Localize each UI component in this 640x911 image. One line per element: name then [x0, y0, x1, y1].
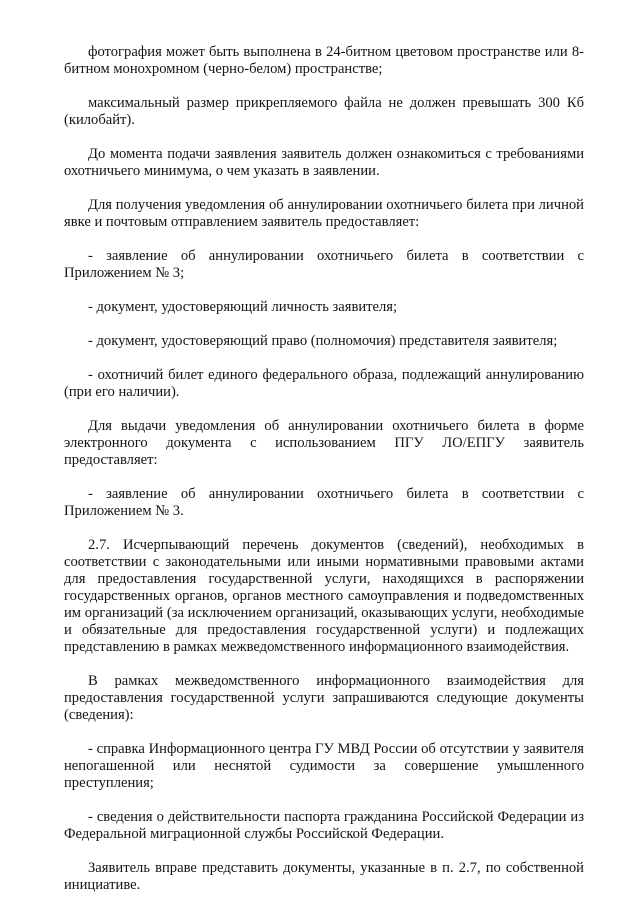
- paragraph-electronic-form-intro: Для выдачи уведомления об аннулировании охотничьего билета в форме электронного документа с использованием ПГУ ЛО/ЕПГУ заявитель предоставляет:: [64, 418, 584, 468]
- paragraph-personal-visit-intro: Для получения уведомления об аннулировании охотничьего билета при личной явке и почтовым отправлением заявитель предоставляет:: [64, 197, 584, 230]
- paragraph-interagency-intro: В рамках межведомственного информационного взаимодействия для предоставления государственной услуги запрашиваются следующие документы (сведения):: [64, 673, 584, 723]
- list-item-hunting-ticket: - охотничий билет единого федерального образа, подлежащий аннулированию (при его наличии).: [64, 367, 584, 400]
- paragraph-photo-color: фотография может быть выполнена в 24-битном цветовом пространстве или 8-битном монохромном (черно-белом) пространстве;: [64, 44, 584, 77]
- list-item-criminal-record-certificate: - справка Информационного центра ГУ МВД России об отсутствии у заявителя непогашенной или неснятой судимости за совершение умышленного преступления;: [64, 741, 584, 791]
- list-item-passport-validity: - сведения о действительности паспорта гражданина Российской Федерации из Федеральной миграционной службы Российской Федерации.: [64, 809, 584, 842]
- paragraph-own-initiative: Заявитель вправе представить документы, указанные в п. 2.7, по собственной инициативе.: [64, 860, 584, 893]
- paragraph-hunting-minimum: До момента подачи заявления заявитель должен ознакомиться с требованиями охотничьего минимума, о чем указать в заявлении.: [64, 146, 584, 179]
- list-item-representative-authority: - документ, удостоверяющий право (полномочия) представителя заявителя;: [88, 333, 558, 349]
- document-page: [64, 44, 584, 911]
- list-item-electronic-application: - заявление об аннулировании охотничьего билета в соответствии с Приложением № 3.: [64, 486, 584, 519]
- paragraph-file-size: максимальный размер прикрепляемого файла не должен превышать 300 Кб (килобайт).: [64, 95, 584, 128]
- list-item-application: - заявление об аннулировании охотничьего билета в соответствии с Приложением № 3;: [64, 248, 584, 281]
- list-item-identity-document: - документ, удостоверяющий личность заявителя;: [88, 299, 398, 315]
- paragraph-section-2-7: 2.7. Исчерпывающий перечень документов (сведений), необходимых в соответствии с законодательными или иными нормативными правовыми актами для предоставления государственной услуги, находящихся в распоряжении государственных органов, органов местного самоуправления и подведомственных им организаций (за исключением организаций, оказывающих услуги, необходимые и обязательные для предоставления государственной услуги) и подлежащих представлению в рамках межведомственного информационного взаимодействия.: [64, 537, 584, 655]
